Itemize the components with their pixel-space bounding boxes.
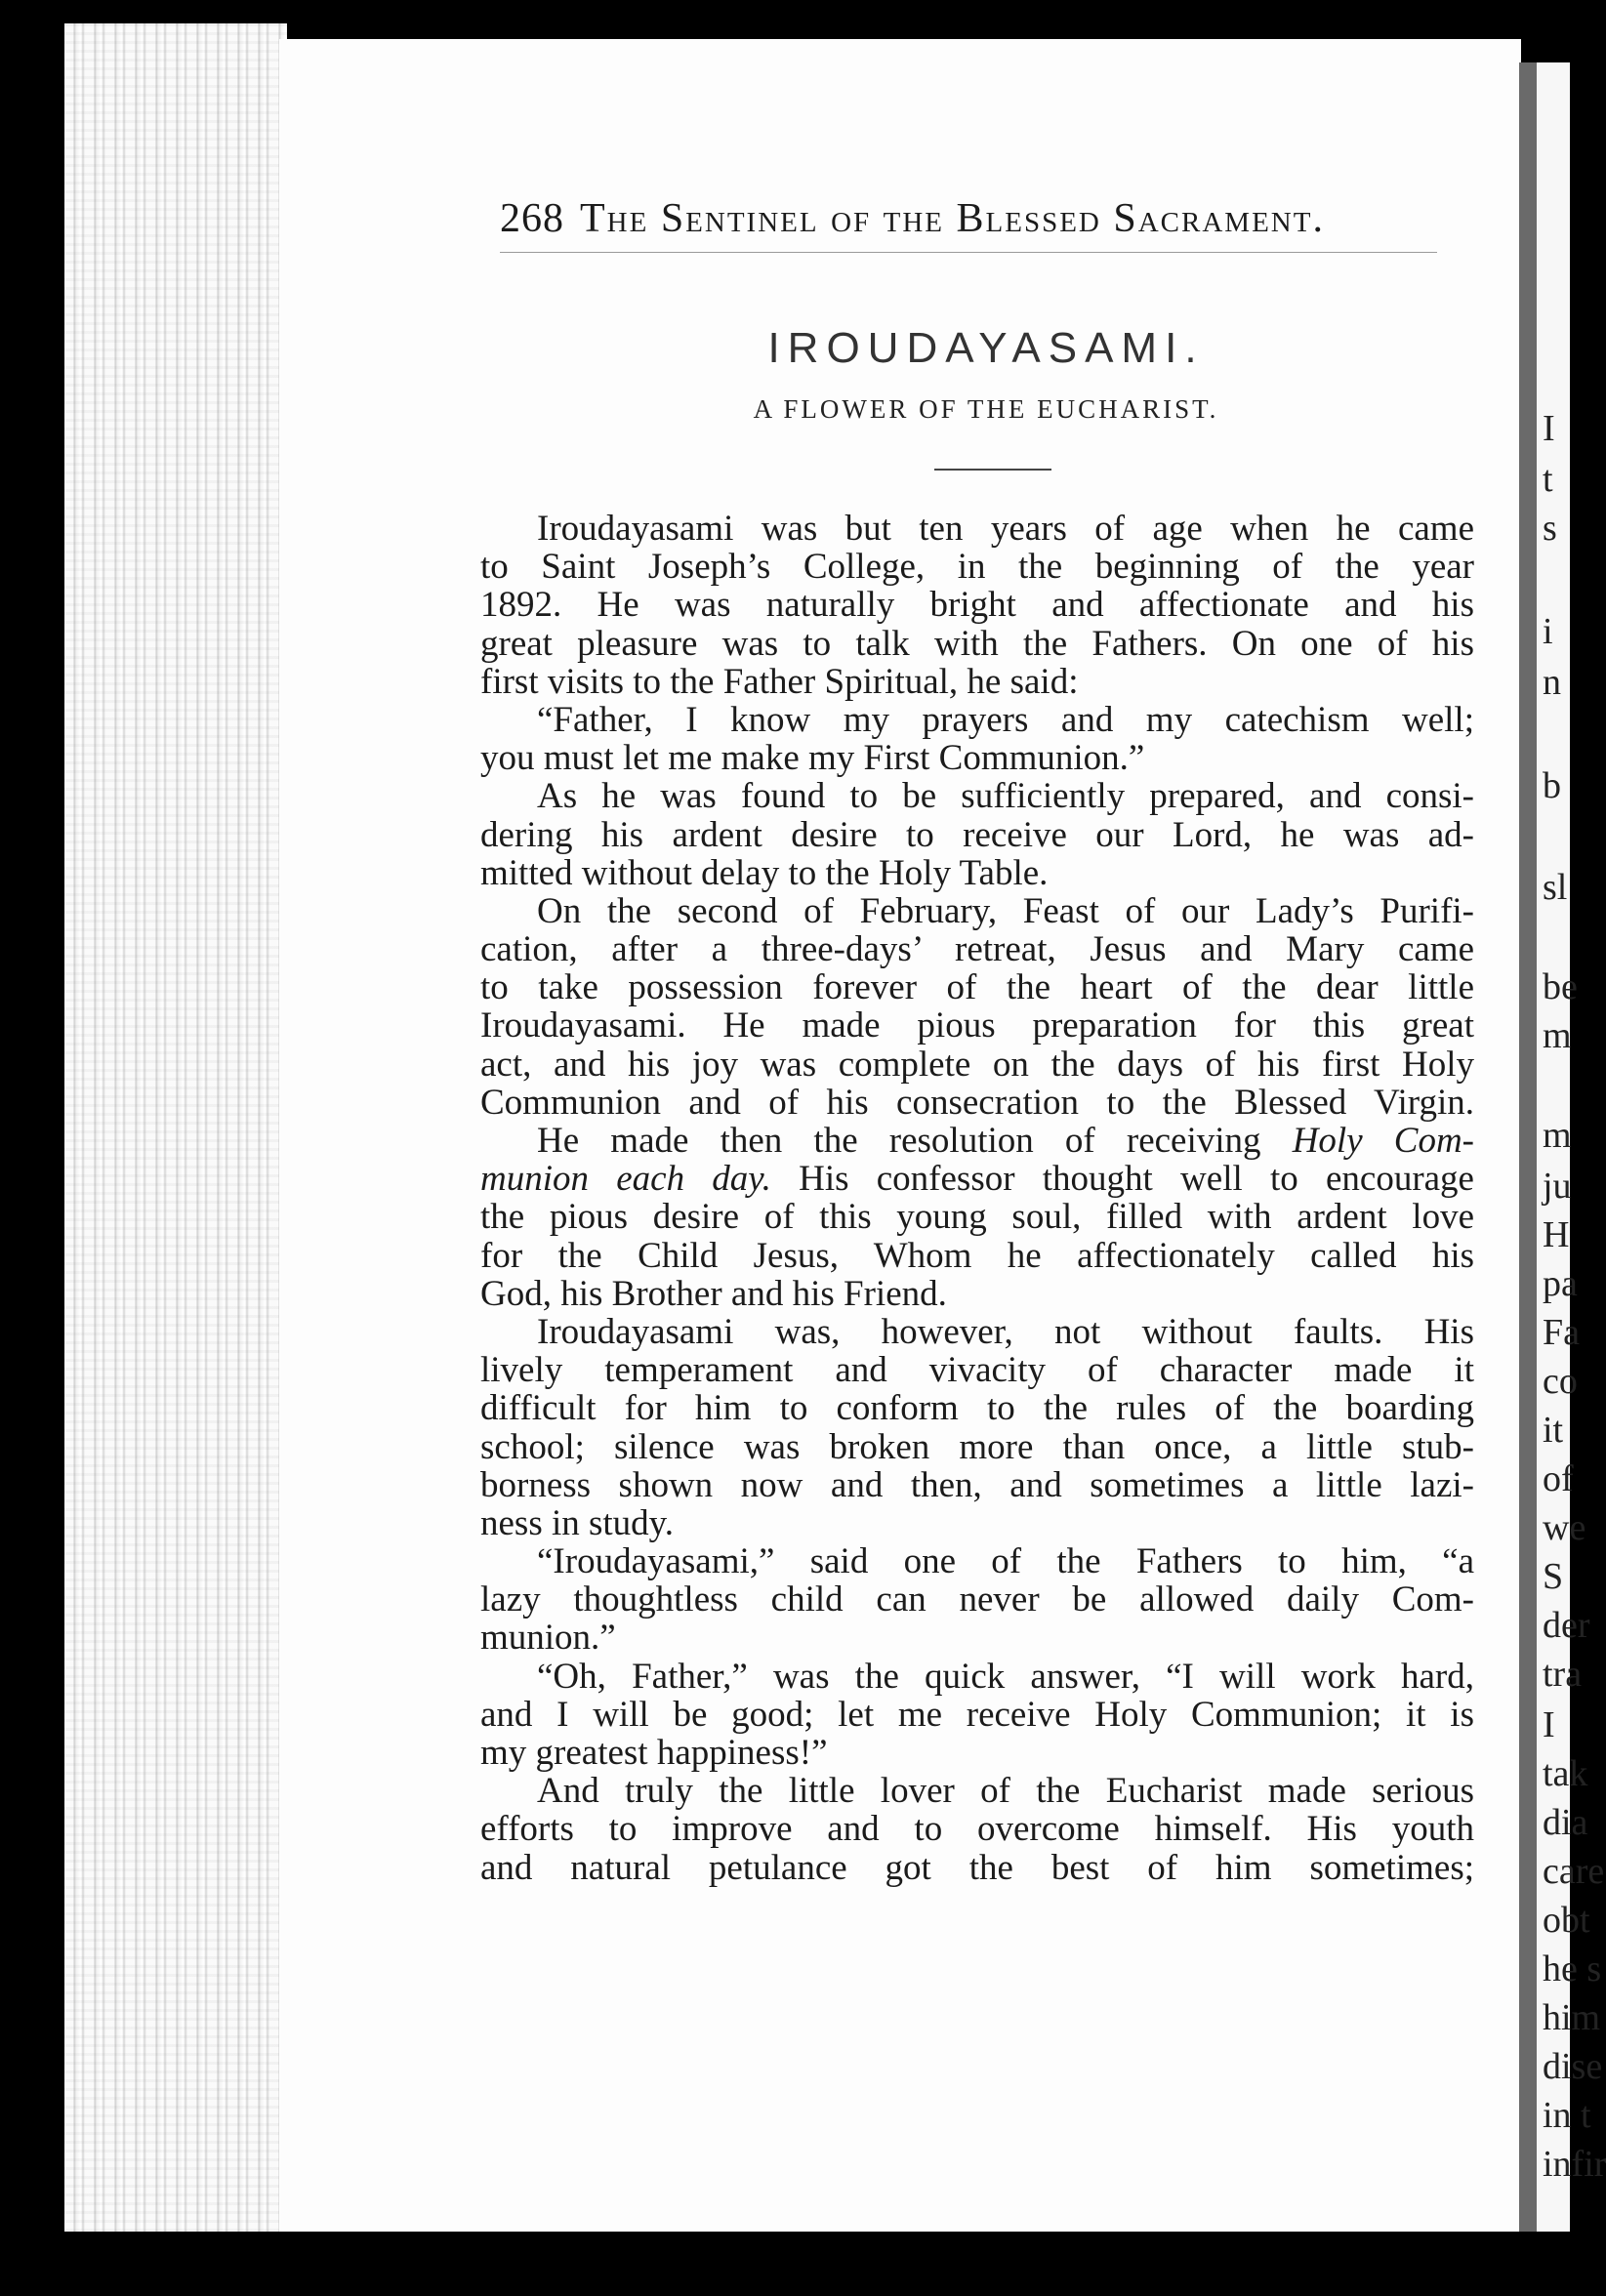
next-page-fragment: t (1543, 459, 1553, 500)
line-text: for the Child Jesus, Whom he affectionately called his (480, 1235, 1474, 1276)
line-text: God, his Brother and his Friend. (480, 1273, 947, 1314)
text-line (480, 1084, 1474, 1122)
line-text: Iroudayasami. He made pious preparation for this great (480, 1005, 1474, 1046)
line-text: difficult for him to conform to the rules of the boarding (480, 1388, 1474, 1429)
line-text: mitted without delay to the Holy Table. (480, 852, 1049, 893)
text-line (480, 816, 1474, 854)
line-text: and I will be good; let me receive Holy Communion; it is (480, 1694, 1474, 1735)
text-line (480, 1734, 1474, 1772)
next-page-fragment: obt (1543, 1900, 1590, 1941)
next-page-fragment: care (1543, 1851, 1605, 1892)
journal-title: The Sentinel of the Blessed Sacrament. (580, 196, 1325, 241)
text-line (480, 586, 1474, 624)
text-line (480, 625, 1474, 663)
text-line (480, 1122, 1474, 1160)
line-text: you must let me make my First Communion.” (480, 738, 1145, 779)
line-text: On the second of February, Feast of our Lady’s Purifi- (537, 890, 1474, 931)
line-text: “Iroudayasami,” said one of the Fathers to him, “a (537, 1541, 1474, 1582)
next-page-fragment: i (1543, 611, 1553, 652)
line-text: first visits to the Father Spiritual, he said: (480, 661, 1079, 702)
text-line (480, 1389, 1474, 1427)
running-head (500, 195, 1437, 253)
line-text: Iroudayasami was, however, not without faults. His (537, 1311, 1474, 1352)
emphasis-text: munion each day. (480, 1159, 771, 1200)
next-page-fragment: co (1543, 1361, 1578, 1402)
line-text: dering his ardent desire to receive our Lord, he was ad- (480, 814, 1474, 855)
article-body (480, 510, 1474, 1887)
text-line (480, 1160, 1474, 1198)
line-text: great pleasure was to talk with the Fathers. On one of his (480, 623, 1474, 664)
text-line (480, 1504, 1474, 1542)
line-text: Iroudayasami was but ten years of age when he came (537, 509, 1474, 549)
next-page-fragment: in t (1543, 2095, 1591, 2136)
next-page-fragment: dia (1543, 1802, 1588, 1843)
next-page-fragment: be (1543, 966, 1578, 1007)
line-text: lively temperament and vivacity of character made it (480, 1350, 1474, 1391)
line-text: borness shown now and then, and sometimes a little lazi- (480, 1464, 1474, 1505)
text-line (480, 1237, 1474, 1275)
next-page-fragment: he s (1543, 1948, 1602, 1989)
next-page-fragment: m (1543, 1015, 1572, 1056)
line-text: to Saint Joseph’s College, in the beginning of the year (480, 547, 1474, 588)
text-line (480, 854, 1474, 892)
next-page-fragment: pa (1543, 1263, 1578, 1304)
text-line (480, 663, 1474, 701)
next-page-fragment: I (1543, 408, 1555, 449)
text-line (480, 1849, 1474, 1887)
page-edges (64, 23, 287, 2232)
next-page-fragment: of (1543, 1458, 1574, 1499)
text-line (480, 1580, 1474, 1619)
next-page-fragment: S (1543, 1556, 1564, 1597)
next-page-fragment: sl (1543, 867, 1568, 908)
line-text: “Father, I know my prayers and my catechism well; (537, 699, 1474, 740)
line-text: His confessor thought well to encourage (770, 1159, 1474, 1200)
line-text: Communion and of his consecration to the Blessed Virgin. (480, 1082, 1474, 1123)
text-line (480, 701, 1474, 739)
text-line (480, 1466, 1474, 1504)
next-page-fragment: b (1543, 765, 1561, 806)
line-text: act, and his joy was complete on the days of his first Holy (480, 1044, 1474, 1085)
article-subtitle: A FLOWER OF THE EUCHARIST. (753, 394, 1219, 424)
text-line (480, 1046, 1474, 1084)
line-text: the pious desire of this young soul, filled with ardent love (480, 1197, 1474, 1238)
text-line (480, 1658, 1474, 1696)
text-line (480, 968, 1474, 1006)
text-line (480, 892, 1474, 930)
line-text: ness in study. (480, 1502, 675, 1543)
next-page-fragment: infir (1543, 2144, 1606, 2185)
text-line (480, 777, 1474, 815)
page-number: 268 (500, 196, 564, 241)
text-line (480, 510, 1474, 548)
line-text: He made then the resolution of receiving (537, 1121, 1293, 1161)
article-title: IROUDAYASAMI. (767, 324, 1205, 372)
line-text: And truly the little lover of the Eucharist made serious (537, 1771, 1474, 1812)
emphasis-text: Holy Com- (1292, 1121, 1474, 1161)
title-divider (934, 469, 1051, 471)
next-page-fragment: tra (1543, 1654, 1583, 1695)
next-page-fragment: him (1543, 1997, 1601, 2038)
next-page-fragment: we (1543, 1507, 1586, 1548)
next-page-fragment: s (1543, 508, 1557, 549)
line-text: “Oh, Father,” was the quick answer, “I will work hard, (537, 1656, 1474, 1697)
text-line (480, 548, 1474, 586)
text-line (480, 1351, 1474, 1389)
next-page-fragment: dise (1543, 2046, 1603, 2087)
line-text: lazy thoughtless child can never be allowed daily Com- (480, 1579, 1474, 1620)
line-text: munion.” (480, 1618, 616, 1659)
line-text: school; silence was broken more than once, a little stub- (480, 1426, 1474, 1467)
line-text: cation, after a three-days’ retreat, Jesus and Mary came (480, 929, 1474, 970)
text-line (480, 1313, 1474, 1351)
next-page-fragment: n (1543, 662, 1561, 703)
next-page-fragment: der (1543, 1605, 1590, 1646)
text-line (480, 1275, 1474, 1313)
line-text: to take possession forever of the heart of the dear little (480, 967, 1474, 1008)
text-line (480, 1696, 1474, 1734)
next-page-fragment: I (1543, 1704, 1555, 1745)
next-page-fragment: m (1543, 1115, 1572, 1156)
text-line (480, 1428, 1474, 1466)
text-line (480, 1198, 1474, 1236)
text-line (480, 1542, 1474, 1580)
text-line (480, 930, 1474, 968)
line-text: my greatest happiness!” (480, 1733, 828, 1773)
next-page-edge (1519, 62, 1606, 2232)
next-page-fragment: Fa (1543, 1312, 1580, 1353)
next-page-fragment: tak (1543, 1753, 1588, 1794)
line-text: and natural petulance got the best of him sometimes; (480, 1847, 1474, 1888)
line-text: 1892. He was naturally bright and affectionate and his (480, 585, 1474, 626)
text-line (480, 1772, 1474, 1810)
text-line (480, 1619, 1474, 1657)
next-page-fragment: ju (1543, 1166, 1572, 1207)
text-line (480, 1006, 1474, 1045)
next-page-fragment: H (1543, 1214, 1570, 1255)
line-text: efforts to improve and to overcome himself. His youth (480, 1809, 1474, 1850)
next-page-fragment: it (1543, 1410, 1564, 1451)
line-text: As he was found to be sufficiently prepared, and consi- (537, 776, 1474, 817)
text-line (480, 739, 1474, 777)
text-line (480, 1810, 1474, 1848)
